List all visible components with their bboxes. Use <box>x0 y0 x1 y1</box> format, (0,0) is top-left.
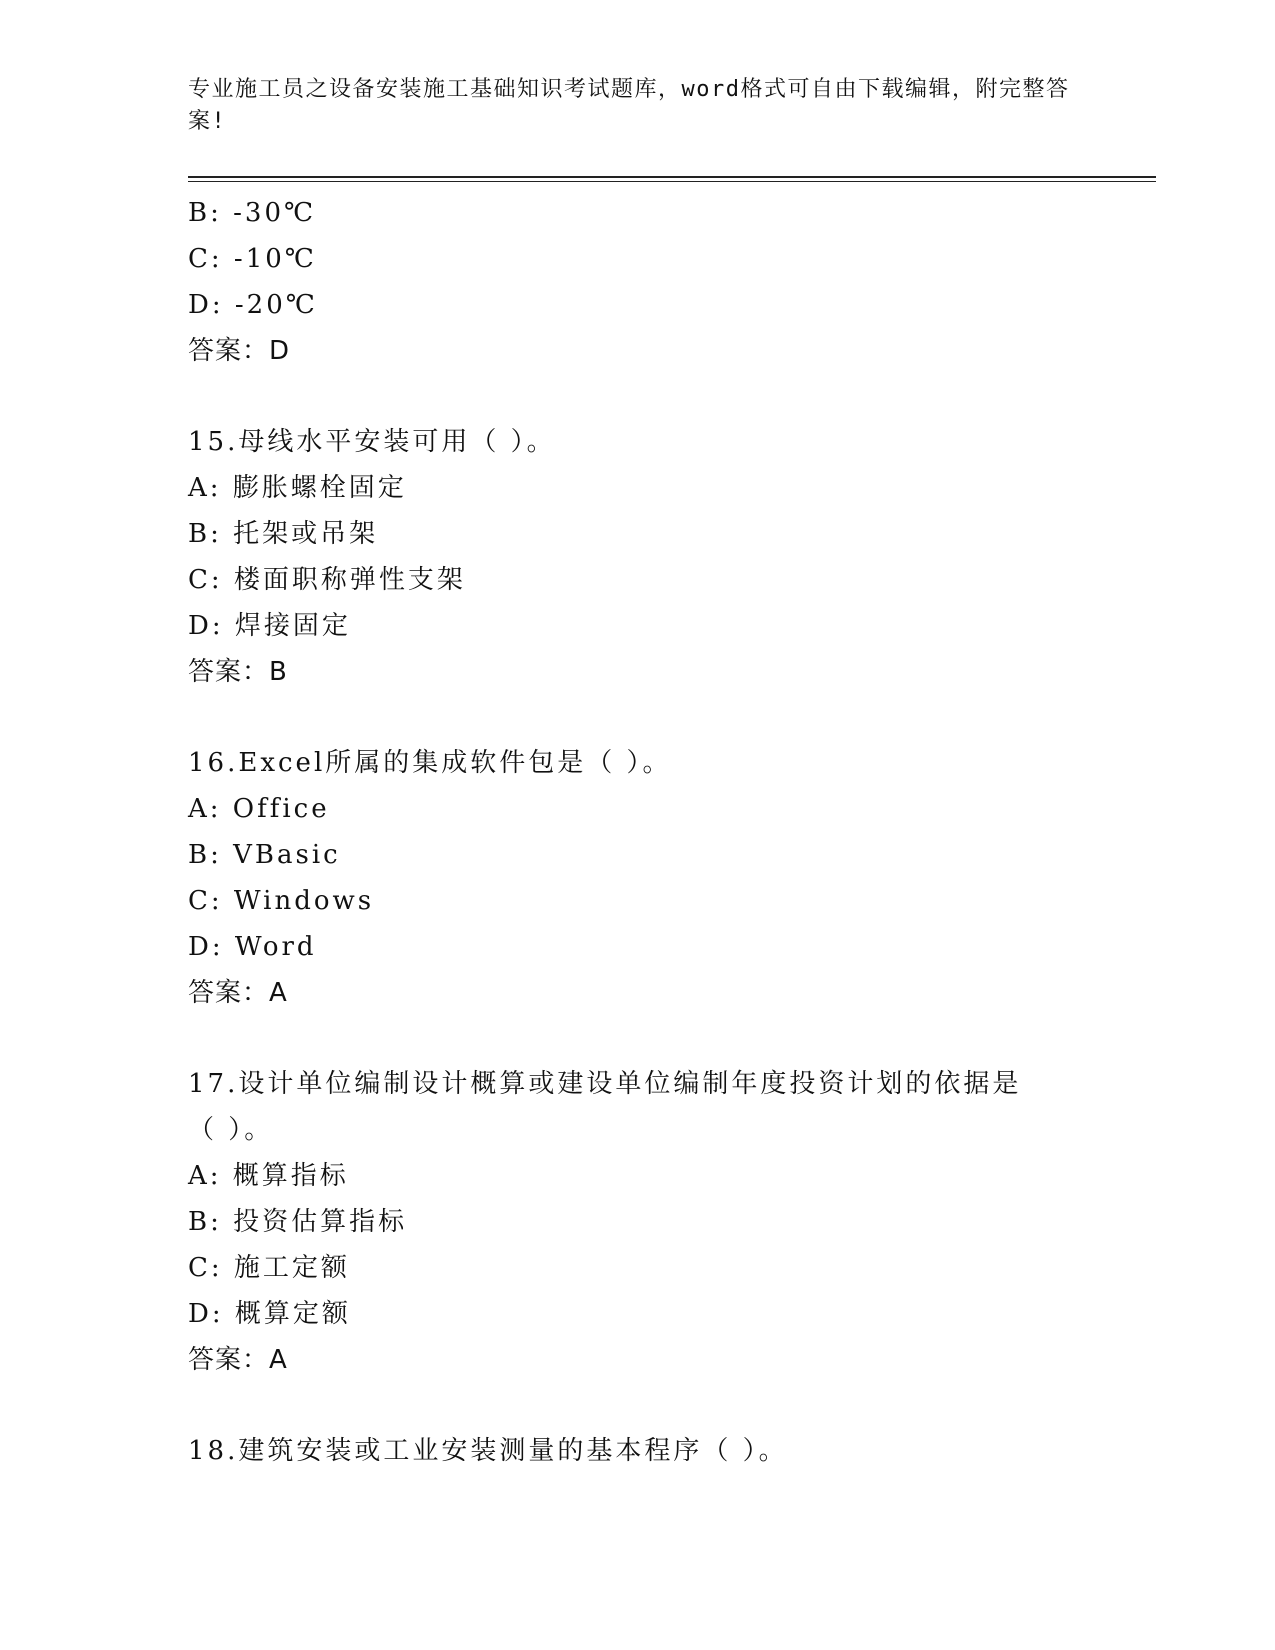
option-c: C: 楼面职称弹性支架 <box>188 565 466 595</box>
question-stem: 16.Excel所属的集成软件包是（ ）。 <box>188 748 672 778</box>
header-divider-thick <box>188 176 1156 178</box>
option-c: C: 施工定额 <box>188 1253 350 1283</box>
option-d: D: -20℃ <box>188 290 318 320</box>
option-d: D: 概算定额 <box>188 1299 351 1329</box>
document-header: 专业施工员之设备安装施工基础知识考试题库，word格式可自由下载编辑，附完整答案! <box>188 77 1070 134</box>
option-a: A: Office <box>188 794 330 824</box>
option-b: B: 投资估算指标 <box>188 1207 408 1237</box>
answer-line: 答案：A <box>188 978 288 1008</box>
answer-line: 答案：A <box>188 1345 288 1375</box>
question-block-14 <box>188 190 1088 374</box>
option-b: B: -30℃ <box>188 198 317 228</box>
question-block-15 <box>188 419 1088 695</box>
option-d: D: 焊接固定 <box>188 611 351 641</box>
question-stem: 15.母线水平安装可用（ ）。 <box>188 427 556 457</box>
question-stem: 18.建筑安装或工业安装测量的基本程序（ ）。 <box>188 1436 788 1466</box>
option-b: B: 托架或吊架 <box>188 519 379 549</box>
question-block-16 <box>188 740 1088 1016</box>
option-c: C: Windows <box>188 886 375 916</box>
document-body <box>188 190 1088 1474</box>
question-block-17 <box>188 1061 1088 1383</box>
option-b: B: VBasic <box>188 840 341 870</box>
answer-line: 答案：D <box>188 336 291 366</box>
header-divider-thin <box>188 181 1156 182</box>
answer-line: 答案：B <box>188 657 288 687</box>
option-d: D: Word <box>188 932 317 962</box>
option-c: C: -10℃ <box>188 244 317 274</box>
question-stem: 17.设计单位编制设计概算或建设单位编制年度投资计划的依据是（ ）。 <box>188 1069 1022 1145</box>
option-a: A: 膨胀螺栓固定 <box>188 473 407 503</box>
option-a: A: 概算指标 <box>188 1161 349 1191</box>
question-block-18 <box>188 1428 1088 1474</box>
